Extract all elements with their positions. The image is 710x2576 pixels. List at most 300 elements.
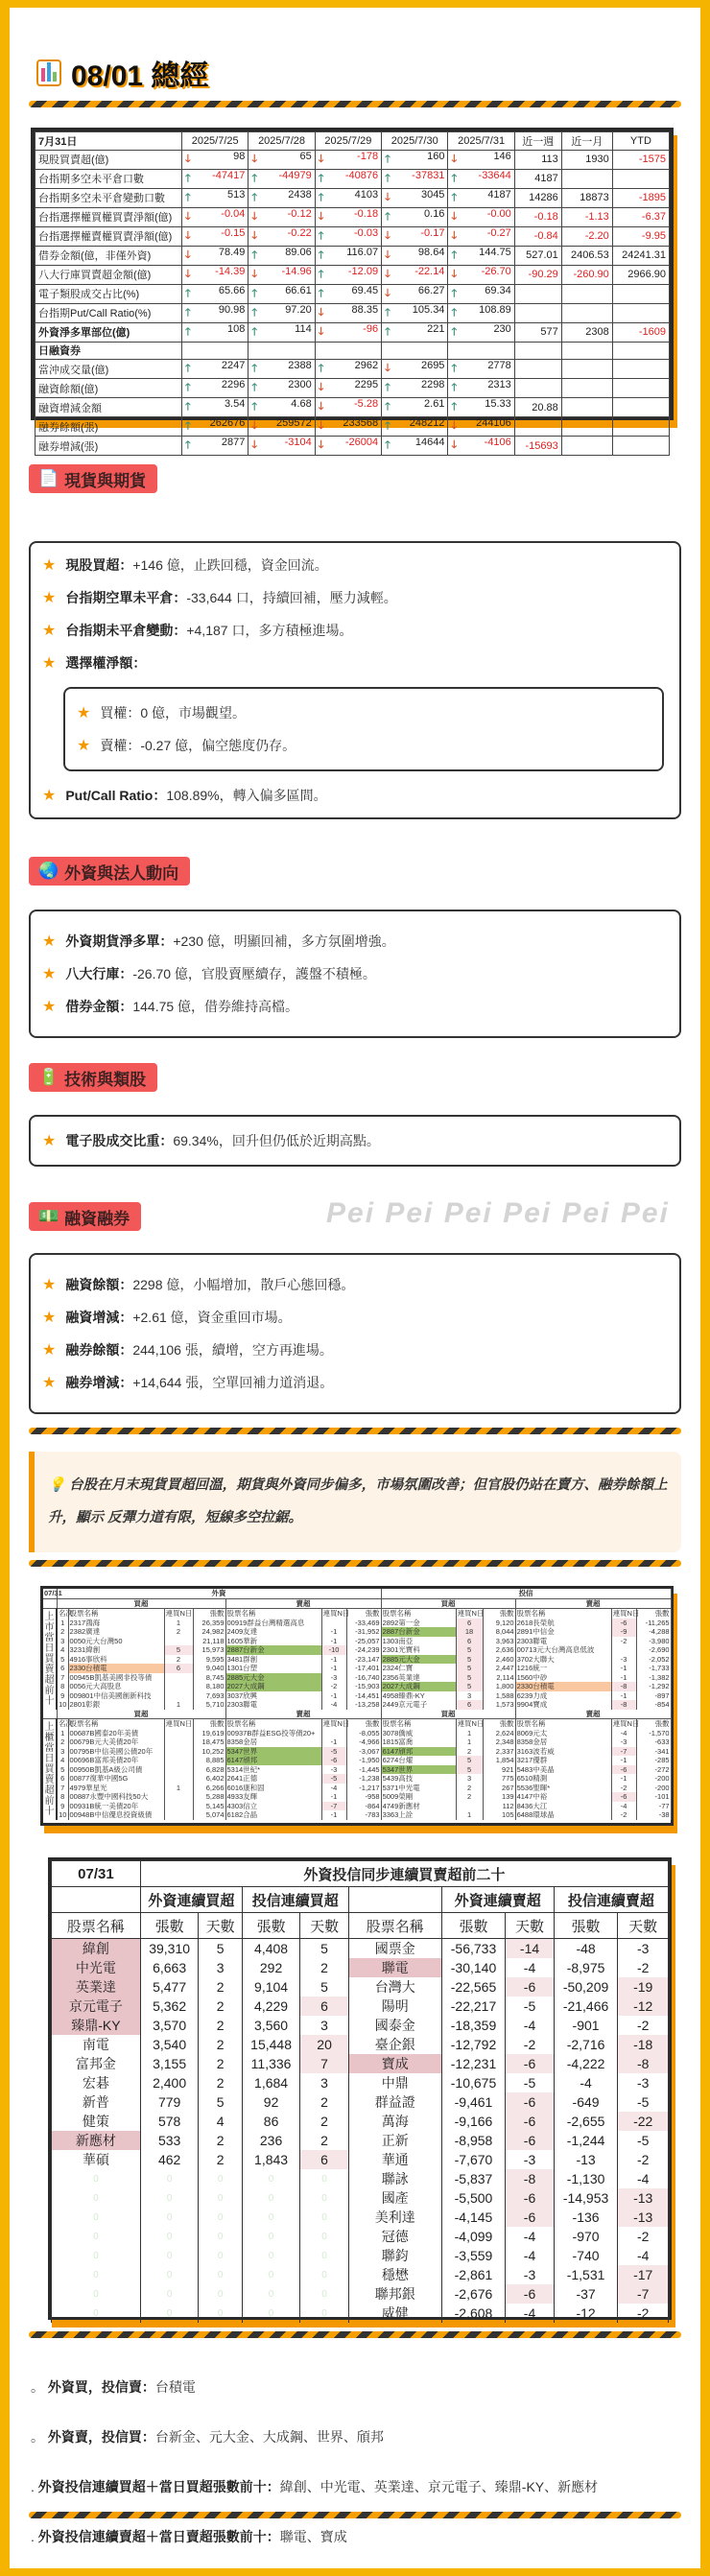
value-cell	[315, 379, 381, 398]
quantity: 0	[140, 2208, 199, 2227]
arrow-up-icon: 🡑	[451, 191, 458, 203]
streak-days: -6	[506, 2054, 554, 2073]
stock-name: 華碩	[52, 2150, 141, 2169]
summary-value: -1.13	[561, 207, 612, 226]
stock-name: 8069元太	[515, 1729, 611, 1738]
date-header: 2025/7/30	[382, 132, 448, 151]
arrow-up-icon: 🡑	[451, 363, 458, 375]
value-cell	[182, 398, 248, 417]
summary-value: 4187	[514, 169, 561, 188]
quantity: 39,310	[140, 1939, 199, 1959]
bullet-marker: .	[31, 2479, 38, 2494]
row-label: 台指選擇權賣權買賣淨額(億)	[36, 226, 182, 246]
stock-name: 2801彰銀	[68, 1700, 164, 1710]
callout-text: 台股在月末現貨買超回溫，期貨與外資同步偏多，市場氛圍改善；但官股仍站在賣方、融券餘額上升，顯示 反彈力道有限，短線多空拉鋸。	[48, 1477, 668, 1525]
table-row	[36, 342, 670, 360]
col-name: 股票名稱	[68, 1609, 164, 1619]
stock-name: 2449京元電子	[381, 1700, 456, 1710]
star-icon: ★	[77, 738, 91, 754]
value: 259572	[276, 417, 312, 430]
arrow-down-icon: 🡓	[251, 153, 258, 165]
summary-value	[514, 284, 561, 303]
star-icon: ★	[42, 655, 57, 672]
streak-days: 0	[199, 2265, 242, 2284]
table-row	[52, 2265, 669, 2284]
summary-value	[612, 169, 669, 188]
table-row	[52, 2169, 669, 2188]
item-text: 0 億，市場觀望。	[140, 705, 247, 721]
value-cell	[248, 398, 315, 417]
quantity: -740	[554, 2246, 618, 2265]
quantity: 0	[140, 2246, 199, 2265]
quantity: 92	[242, 2092, 300, 2112]
stock-name: 6147頎邦	[225, 1756, 321, 1765]
value-cell	[248, 322, 315, 342]
list-item	[31, 779, 679, 812]
value-cell	[182, 360, 248, 379]
col-qty: 張數	[636, 1719, 671, 1729]
rank: 5	[57, 1765, 68, 1775]
table-row	[52, 2112, 669, 2131]
arrow-up-icon: 🡑	[451, 325, 458, 338]
options-subbox	[63, 687, 664, 771]
value-cell	[248, 417, 315, 437]
row-label: 融券增減(張)	[36, 437, 182, 456]
rank: 7	[57, 1784, 68, 1793]
table-row	[43, 1784, 671, 1793]
lightbulb-icon: 💡	[48, 1477, 66, 1493]
item-text: +2.61 億，資金重回市場。	[132, 1310, 292, 1325]
summary-value	[612, 360, 669, 379]
value: 69.34	[485, 284, 511, 296]
list-item	[31, 1124, 679, 1157]
streak-days: 5	[456, 1645, 483, 1655]
col-rank: 名次	[59, 1719, 73, 1728]
table-row	[43, 1655, 671, 1665]
arrow-down-icon: 🡓	[318, 420, 324, 433]
quantity: 5,710	[193, 1700, 225, 1710]
stock-name: 穩懋	[348, 2265, 441, 2284]
item-label: 融資餘額：	[65, 1277, 133, 1292]
col-qty: 張數	[346, 1609, 381, 1619]
buy-sell-header: 賣超	[225, 1598, 381, 1609]
stock-name: 2641正德	[225, 1774, 321, 1784]
stock-name: 00931B統一美債20年	[68, 1802, 164, 1811]
quantity: 0	[242, 2208, 300, 2227]
value-cell	[182, 303, 248, 322]
quantity: -13	[554, 2150, 618, 2169]
streak-days: 2	[300, 1958, 348, 1977]
star-icon: ★	[42, 966, 57, 982]
value: -47417	[212, 169, 246, 181]
stock-name: 6510精測	[515, 1774, 611, 1784]
arrow-down-icon: 🡓	[451, 268, 458, 280]
star-icon: ★	[42, 934, 57, 950]
quantity: -38	[636, 1810, 671, 1820]
arrow-down-icon: 🡓	[185, 229, 191, 242]
quantity: 5,477	[140, 1977, 199, 1997]
summary-value	[612, 342, 669, 360]
streak-days: -6	[321, 1756, 346, 1765]
table-row	[43, 1747, 671, 1757]
section-title: 現貨與期貨	[64, 471, 147, 490]
stock-name: 1605華新	[225, 1637, 321, 1646]
quantity: -200	[636, 1774, 671, 1784]
document-icon: 📄	[38, 469, 59, 487]
table-row	[36, 207, 670, 226]
streak-days: -1	[321, 1627, 346, 1637]
stock-name: 6016康和固	[225, 1784, 321, 1793]
arrow-down-icon: 🡓	[318, 306, 324, 319]
value-cell	[382, 322, 448, 342]
column-header-row	[43, 1719, 671, 1729]
stock-name: 2330台積電	[515, 1682, 611, 1691]
arrow-up-icon: 🡑	[451, 287, 458, 299]
summary-value	[612, 303, 669, 322]
arrow-up-icon: 🡑	[385, 153, 390, 165]
stock-name: 聯鈞	[348, 2246, 441, 2265]
quantity: -10,675	[441, 2073, 506, 2092]
table-row	[36, 246, 670, 265]
streak-days: 1	[164, 1700, 193, 1710]
buy-sell-header: 買超	[381, 1598, 515, 1609]
streak-days	[164, 1792, 193, 1802]
stock-name: 英業達	[52, 1977, 141, 1997]
stock-name: 2317鴻海	[68, 1619, 164, 1628]
streak-days: 0	[300, 2208, 348, 2227]
streak-days	[164, 1747, 193, 1757]
quantity: -136	[554, 2208, 618, 2227]
summary-value: -90.29	[514, 265, 561, 284]
quantity: 5,362	[140, 1997, 199, 2016]
summary-value: -15693	[514, 437, 561, 456]
table-row	[43, 1774, 671, 1784]
stock-name: 宏碁	[52, 2073, 141, 2092]
value: 97.20	[285, 303, 312, 316]
value: 244106	[476, 417, 511, 430]
summary-value: 20.88	[514, 398, 561, 417]
stock-name: 臺企銀	[348, 2035, 441, 2054]
conclusion-label: 外資買，投信賣：	[47, 2379, 155, 2395]
value: -0.12	[287, 207, 312, 220]
column-header: 張數	[554, 1913, 618, 1939]
streak-days: 5	[199, 2092, 242, 2112]
value-cell	[382, 342, 448, 360]
quantity: 5,288	[193, 1792, 225, 1802]
star-icon: ★	[42, 1133, 57, 1149]
quantity: -897	[636, 1691, 671, 1701]
value: 2296	[221, 379, 246, 391]
rank: 4	[57, 1756, 68, 1765]
quantity: -2,052	[636, 1655, 671, 1665]
quantity: -48	[554, 1939, 618, 1959]
value-cell	[448, 265, 514, 284]
value-cell	[448, 303, 514, 322]
streak-days: 3	[300, 2073, 348, 2092]
rank: 1	[57, 1729, 68, 1738]
quantity: 3,560	[242, 2016, 300, 2035]
table-row	[43, 1682, 671, 1691]
quantity: 0	[140, 2304, 199, 2323]
value: 233568	[343, 417, 379, 430]
value-cell	[382, 226, 448, 246]
streak-days: 2	[199, 2054, 242, 2073]
value-cell	[182, 207, 248, 226]
stock-name: 6147頎邦	[381, 1747, 456, 1757]
streak-days: -3	[611, 1655, 636, 1665]
quantity: 21,118	[193, 1637, 225, 1646]
col-qty: 張數	[193, 1609, 225, 1619]
streak-days: 0	[300, 2246, 348, 2265]
value: -12.09	[347, 265, 379, 277]
rank: 5	[57, 1655, 68, 1665]
stock-name: 00937B群益ESG投等債20+	[225, 1729, 321, 1738]
table-row	[52, 2073, 669, 2092]
battery-icon: 🔋	[38, 1068, 59, 1086]
table-row	[36, 360, 670, 379]
quantity: -1,445	[346, 1765, 381, 1775]
arrow-down-icon: 🡓	[185, 248, 191, 261]
arrow-up-icon: 🡑	[318, 248, 324, 261]
value-cell	[382, 360, 448, 379]
arrow-down-icon: 🡓	[451, 210, 458, 223]
arrow-up-icon: 🡑	[451, 401, 458, 414]
arrow-up-icon: 🡑	[451, 306, 458, 319]
macro-table	[35, 131, 670, 456]
stock-name: 8358金居	[515, 1737, 611, 1747]
value: 2778	[487, 360, 511, 372]
summary-callout	[29, 1452, 681, 1552]
streak-days: -7	[618, 2284, 669, 2304]
value: 2298	[420, 379, 445, 391]
value: 2438	[288, 188, 312, 201]
table-row	[52, 2246, 669, 2265]
quantity: -8,975	[554, 1958, 618, 1977]
quantity: -22,217	[441, 1997, 506, 2016]
quantity: 18,475	[193, 1737, 225, 1747]
quantity: -17,401	[346, 1664, 381, 1673]
arrow-up-icon: 🡑	[318, 268, 324, 280]
quantity: -2,608	[441, 2304, 506, 2323]
quantity: -12	[554, 2304, 618, 2323]
stock-name: 00713元大台灣高息低波	[515, 1645, 611, 1655]
value-cell	[382, 437, 448, 456]
summary-value	[612, 417, 669, 437]
stock-name: 5009榮剛	[381, 1792, 456, 1802]
quantity: -1,238	[346, 1774, 381, 1784]
value: 116.07	[346, 246, 379, 258]
summary-value: 18873	[561, 188, 612, 207]
value-cell	[382, 417, 448, 437]
summary-value	[612, 379, 669, 398]
quantity: 533	[140, 2131, 199, 2150]
date-header: 2025/7/25	[182, 132, 248, 151]
table-row	[52, 1939, 669, 1959]
quantity: -3,559	[441, 2246, 506, 2265]
stock-name: 0	[52, 2169, 141, 2188]
streak-days: 3	[199, 1958, 242, 1977]
stock-name: 健策	[52, 2112, 141, 2131]
quantity: 2,636	[483, 1645, 515, 1655]
col-name: 股票名稱	[515, 1609, 611, 1619]
arrow-down-icon: 🡓	[385, 287, 390, 299]
row-label: 台指期多空未平倉口數	[36, 169, 182, 188]
summary-value: 14286	[514, 188, 561, 207]
quantity: -13,258	[346, 1700, 381, 1710]
streak-days: -4	[506, 2246, 554, 2265]
section-title: 融資融券	[64, 1209, 130, 1228]
stock-name: 00950B凱基A級公司債	[68, 1765, 164, 1775]
arrow-up-icon: 🡑	[185, 287, 191, 299]
value: 88.35	[351, 303, 379, 316]
streak-days: -1	[321, 1810, 346, 1820]
summary-header: 近一週	[514, 132, 561, 151]
column-header: 天數	[618, 1913, 669, 1939]
streak-days: -4	[506, 2304, 554, 2323]
group-header: 投信連續買超	[242, 1887, 348, 1913]
stock-name: 5483中美晶	[515, 1765, 611, 1775]
stock-name: 3163波若威	[515, 1747, 611, 1757]
value-cell	[248, 246, 315, 265]
value: 3.54	[224, 398, 246, 411]
quantity: -7,670	[441, 2150, 506, 2169]
column-header: 張數	[140, 1913, 199, 1939]
value: -14.39	[215, 265, 246, 277]
stock-name: 8436大江	[515, 1802, 611, 1811]
streak-days: -7	[321, 1802, 346, 1811]
summary-value	[514, 417, 561, 437]
summary-value	[561, 303, 612, 322]
arrow-up-icon: 🡑	[185, 382, 191, 394]
list-item	[31, 1366, 679, 1399]
spacer	[52, 1887, 141, 1913]
value: -96	[363, 322, 379, 335]
stock-name: 4958臻鼎-KY	[381, 1691, 456, 1701]
divider-stripe	[29, 1428, 681, 1434]
streak-days: -3	[506, 2265, 554, 2284]
value-cell	[182, 226, 248, 246]
block-label: 上櫃當日買賣超前十	[43, 1719, 57, 1820]
value: 230	[493, 322, 511, 335]
quantity: 3,155	[140, 2054, 199, 2073]
quantity: 15,973	[193, 1645, 225, 1655]
quantity: 779	[140, 2092, 199, 2112]
value: 105.34	[412, 303, 445, 316]
row-label: 融資餘額(億)	[36, 379, 182, 398]
quantity: 1,573	[483, 1700, 515, 1710]
streak-days: -5	[506, 1997, 554, 2016]
value: 69.45	[351, 284, 379, 296]
arrow-down-icon: 🡓	[318, 153, 324, 165]
foreign-institutional-box	[29, 910, 681, 1038]
item-text: -0.27 億，偏空態度仍存。	[140, 738, 296, 753]
list-item	[65, 697, 662, 729]
summary-value: -6.37	[612, 207, 669, 226]
stock-name: 5536聖暉*	[515, 1784, 611, 1793]
group-header	[348, 1887, 441, 1913]
quantity: -12,792	[441, 2035, 506, 2054]
streak-days: 6	[300, 1997, 348, 2016]
table-row	[52, 2016, 669, 2035]
streak-days: 0	[300, 2284, 348, 2304]
stock-name: 00795B中信美國公債20年	[68, 1747, 164, 1757]
streak-days: -19	[618, 1977, 669, 1997]
stock-name: 2887台新金	[381, 1627, 456, 1637]
star-icon: ★	[42, 590, 57, 606]
streak-days: 2	[456, 1784, 483, 1793]
quantity: 0	[242, 2265, 300, 2284]
value-cell	[248, 360, 315, 379]
streak-days: 5	[300, 1939, 348, 1959]
sync-table-frame	[48, 1857, 672, 2320]
spacer	[43, 1710, 57, 1719]
quantity: -1,244	[554, 2131, 618, 2150]
streak-days: 2	[199, 2150, 242, 2169]
quantity: -2,690	[636, 1645, 671, 1655]
streak-days: 2	[456, 1792, 483, 1802]
streak-days: 5	[164, 1645, 193, 1655]
value: 4187	[487, 188, 511, 201]
value: 14644	[414, 437, 445, 449]
table-row	[52, 2150, 669, 2169]
arrow-up-icon: 🡑	[185, 306, 191, 319]
quantity: 775	[483, 1774, 515, 1784]
value-cell	[182, 169, 248, 188]
list-item	[31, 581, 679, 614]
quantity: -200	[636, 1784, 671, 1793]
rank: 8	[57, 1682, 68, 1691]
arrow-up-icon: 🡑	[251, 401, 258, 414]
summary-value	[561, 360, 612, 379]
row-label: 當沖成交量(億)	[36, 360, 182, 379]
arrow-up-icon: 🡑	[451, 248, 458, 261]
star-icon: ★	[42, 623, 57, 639]
streak-days: 2	[199, 1997, 242, 2016]
streak-days: 0	[199, 2188, 242, 2208]
arrow-down-icon: 🡓	[385, 229, 390, 242]
group-header: 投信連續賣超	[554, 1887, 668, 1913]
buy-sell-header: 買超	[57, 1710, 225, 1719]
quantity: -37	[554, 2284, 618, 2304]
quantity: -9,461	[441, 2092, 506, 2112]
list-item	[31, 614, 679, 647]
value: 2295	[354, 379, 379, 391]
summary-value	[514, 303, 561, 322]
table-row	[36, 150, 670, 169]
col-n: 連買N日	[457, 1719, 485, 1728]
col-qty: 張數	[346, 1719, 381, 1729]
value: 2300	[288, 379, 312, 391]
streak-days: -1	[611, 1756, 636, 1765]
arrow-up-icon: 🡑	[451, 382, 458, 394]
value: 98	[233, 150, 246, 162]
streak-days: 5	[199, 1939, 242, 1959]
money-icon: 💵	[38, 1207, 59, 1225]
stock-name: 00887永豐中國科技50大	[68, 1792, 164, 1802]
conclusion-item	[31, 2477, 598, 2496]
quantity: 19,619	[193, 1729, 225, 1738]
col-n: 連買N日	[165, 1609, 193, 1618]
top10-table	[43, 1589, 672, 1820]
streak-days: -5	[321, 1774, 346, 1784]
quantity: -854	[636, 1700, 671, 1710]
quantity: -4,222	[554, 2054, 618, 2073]
arrow-down-icon: 🡓	[451, 420, 458, 433]
list-item	[31, 957, 679, 990]
date-header: 2025/7/31	[448, 132, 514, 151]
table-row	[43, 1802, 671, 1811]
arrow-down-icon: 🡓	[318, 210, 324, 223]
